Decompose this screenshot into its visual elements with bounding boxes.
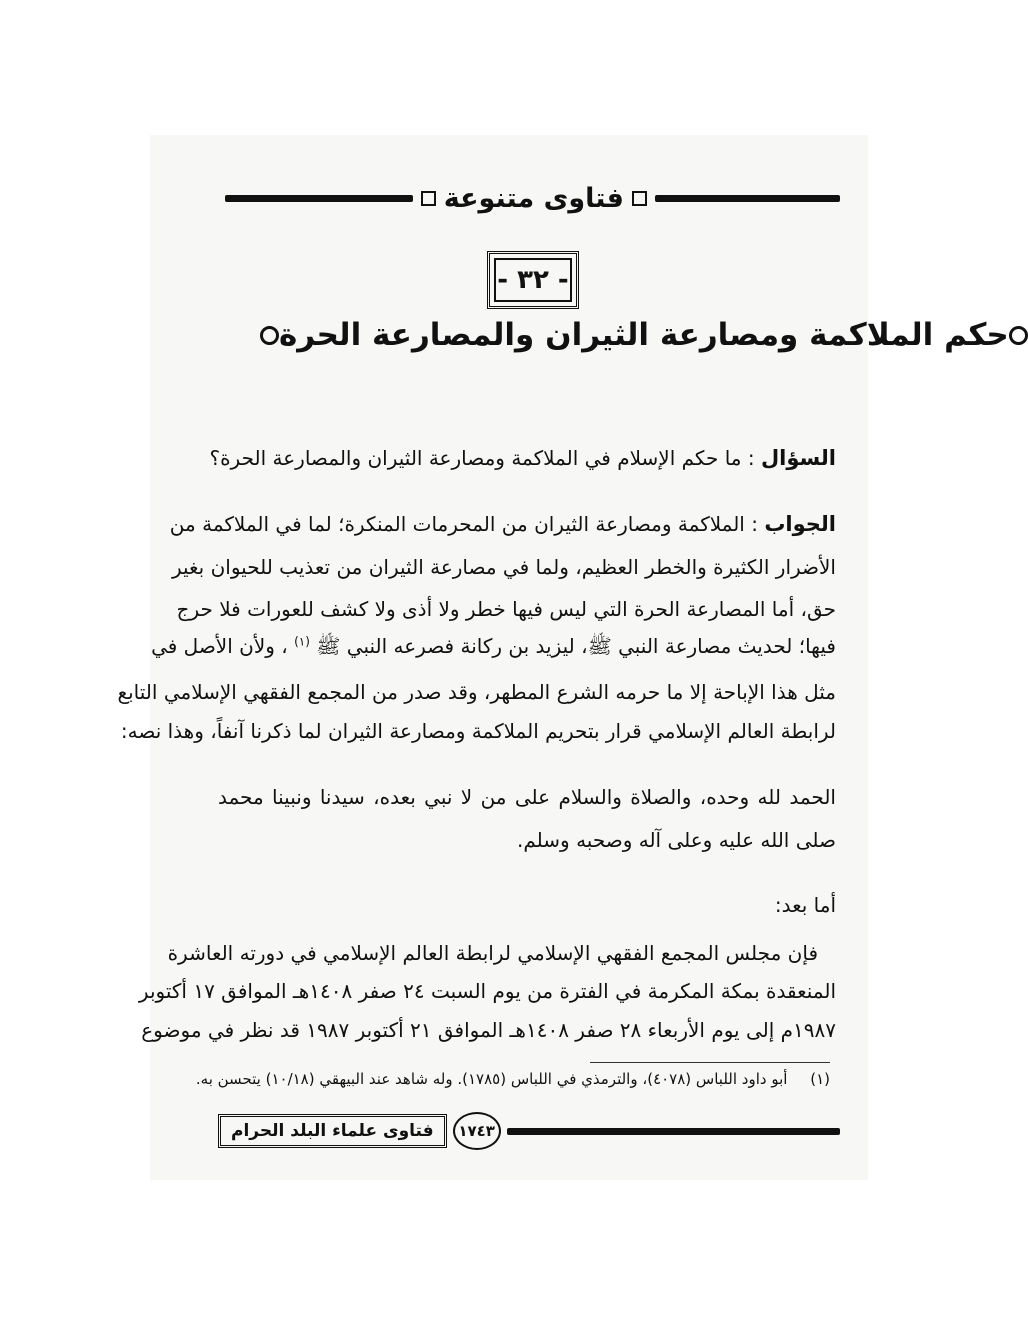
- answer-line-1: [169, 512, 836, 536]
- footer-rule: [507, 1128, 840, 1135]
- answer-text-4a: فيها؛ لحديث مصارعة النبي ﷺ، ليزيد بن ركانة فصرعه النبي ﷺ: [316, 634, 836, 658]
- running-header: [225, 178, 840, 218]
- decree-line-2: صلى الله عليه وعلى آله وصحبه وسلم.: [517, 828, 836, 852]
- page-footer: [218, 1108, 840, 1154]
- header-rule-left: [225, 195, 413, 202]
- decree-line-1: الحمد لله وحده، والصلاة والسلام على من لا نبي بعده، سيدنا ونبينا محمد: [218, 785, 836, 809]
- page-number: ١٧٤٣: [453, 1112, 501, 1150]
- circle-ornament-icon: [260, 326, 279, 345]
- square-ornament-icon: [421, 191, 436, 206]
- chapter-number-box: [487, 251, 579, 309]
- footnote-number: (١): [810, 1070, 830, 1088]
- footnote-text: أبو داود اللباس (٤٠٧٨)، والترمذي في اللباس (١٧٨٥). وله شاهد عند البيهقي (١٠/١٨) يتحسن به.: [195, 1070, 788, 1088]
- answer-line-5: مثل هذا الإباحة إلا ما حرمه الشرع المطهر، وقد صدر من المجمع الفقهي الإسلامي التابع: [117, 680, 836, 704]
- chapter-number: - ٣٢ -: [494, 258, 572, 302]
- footnote: [195, 1070, 830, 1088]
- decree-line-5: المنعقدة بمكة المكرمة في الفترة من يوم السبت ٢٤ صفر ١٤٠٨هـ الموافق ١٧ أكتوبر: [138, 979, 836, 1003]
- header-rule-right: [655, 195, 840, 202]
- footnote-ref: (١): [294, 634, 310, 649]
- answer-line-4: [151, 634, 836, 663]
- decree-line-6: ١٩٨٧م إلى يوم الأربعاء ٢٨ صفر ١٤٠٨هـ الموافق ٢١ أكتوبر ١٩٨٧ قد نظر في موضوع: [141, 1018, 836, 1042]
- answer-text-1: : الملاكمة ومصارعة الثيران من المحرمات المنكرة؛ لما في الملاكمة من: [169, 512, 758, 536]
- answer-line-6: لرابطة العالم الإسلامي قرار بتحريم الملاكمة ومصارعة الثيران لما ذكرنا آنفاً، وهذا نصه:: [120, 719, 836, 743]
- circle-ornament-icon: [1009, 326, 1028, 345]
- answer-line-3: حق، أما المصارعة الحرة التي ليس فيها خطر ولا أذى ولا كشف للعورات فلا حرج: [176, 597, 836, 621]
- question-label: السؤال: [760, 446, 836, 470]
- question-text: : ما حكم الإسلام في الملاكمة ومصارعة الثيران والمصارعة الحرة؟: [209, 446, 755, 470]
- chapter-title: [260, 312, 1009, 358]
- book-title: فتاوى علماء البلد الحرام: [218, 1114, 447, 1148]
- answer-text-4b: ، ولأن الأصل في: [151, 634, 288, 658]
- footnote-rule: [590, 1062, 830, 1063]
- header-title: فتاوى متنوعة: [443, 182, 624, 214]
- answer-label: الجواب: [764, 512, 836, 536]
- square-ornament-icon: [632, 191, 647, 206]
- decree-line-3: أما بعد:: [774, 893, 836, 917]
- question-line: [209, 446, 836, 470]
- decree-line-4: فإن مجلس المجمع الفقهي الإسلامي لرابطة العالم الإسلامي في دورته العاشرة: [167, 941, 818, 965]
- answer-line-2: الأضرار الكثيرة والخطر العظيم، ولما في مصارعة الثيران من تعذيب للحيوان بغير: [171, 555, 836, 579]
- chapter-title-text: حكم الملاكمة ومصارعة الثيران والمصارعة الحرة: [279, 317, 1009, 353]
